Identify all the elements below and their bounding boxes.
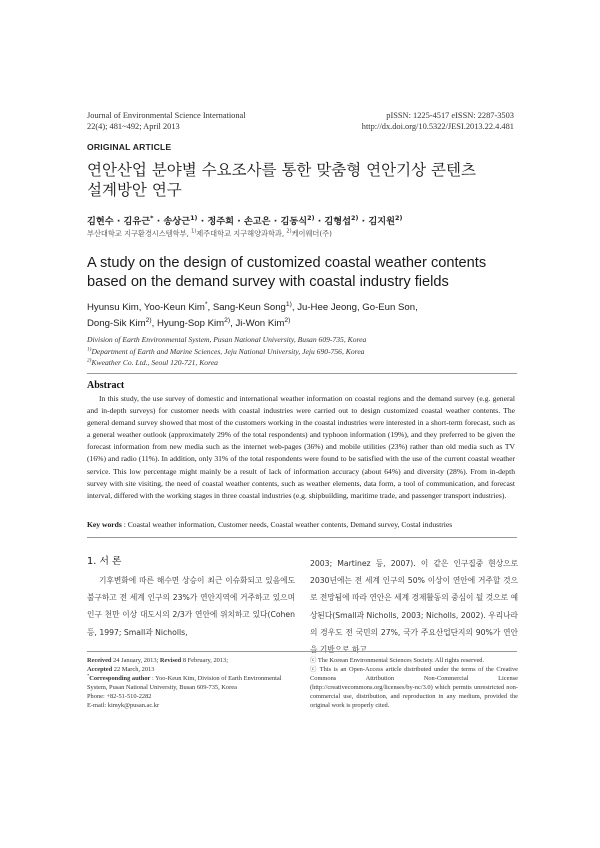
korean-authors bbox=[87, 213, 517, 227]
english-affiliation bbox=[87, 346, 517, 358]
affiliation-mark: 2) bbox=[87, 357, 92, 364]
author-name: 김형섭 bbox=[324, 216, 352, 227]
author-name: 송상근 bbox=[163, 216, 191, 227]
affiliation-mark: 1) bbox=[87, 345, 92, 352]
affiliation-mark: 1) bbox=[191, 228, 197, 235]
intro-left-column: 기후변화에 따른 해수면 상승이 최근 이슈화되고 있음에도 불구하고 전 세계 인구의 23%가 연안지역에 거주하고 있으며 인구 천만 이상 대도시의 2/3가 연안에 위치하고 있다(Cohen 등, 1997; Small과 Nicholls, bbox=[87, 576, 295, 637]
english-authors bbox=[87, 300, 517, 332]
accepted-line bbox=[87, 666, 295, 675]
footnote-left bbox=[87, 657, 295, 710]
korean-affiliations bbox=[87, 229, 517, 239]
affiliation-text: Kweather Co. Ltd., Seoul 120-721, Korea bbox=[91, 358, 218, 367]
author-mark: 1) bbox=[285, 300, 292, 308]
corr-text: : Yoo-Keun Kim, Division of Earth Environmental System, Pusan National University, Busan 609-735, Korea bbox=[87, 674, 282, 691]
copyright: ⓒ The Korean Environmental Sciences Society. All rights reserved. bbox=[310, 657, 485, 664]
accepted-date: 22 March, 2013 bbox=[112, 665, 155, 673]
author-name: 김동식 bbox=[280, 216, 308, 227]
affiliation-text: Department of Earth and Marine Sciences, Jeju National University, Jeju 690-756, Korea bbox=[91, 346, 365, 356]
korean-title bbox=[87, 160, 517, 200]
footnote-divider bbox=[87, 651, 517, 652]
author-mark: * bbox=[204, 300, 208, 308]
email[interactable]: E-mail: kimyk@pusan.ac.kr bbox=[87, 701, 160, 709]
korean-title-line: 설계방안 연구 bbox=[87, 181, 182, 199]
author-name: Yoo-Keun Kim bbox=[143, 302, 205, 313]
author-name: , Ji-Won Kim bbox=[230, 318, 285, 329]
received-date: 24 January, 2013; bbox=[111, 657, 160, 664]
author-separator: · bbox=[197, 216, 208, 227]
divider bbox=[87, 537, 517, 538]
divider bbox=[87, 373, 517, 374]
english-authors-line bbox=[87, 300, 517, 316]
author-separator: · bbox=[113, 216, 124, 227]
issn-header bbox=[362, 110, 514, 132]
author-name: Hyunsu Kim, bbox=[87, 302, 144, 313]
author-name: 김현수 bbox=[87, 216, 114, 227]
keywords-text: : Coastal weather information, Customer needs, Coastal weather contents, Demand survey, Costal industries bbox=[121, 520, 453, 529]
korean-title-line: 연안산업 분야별 수요조사를 통한 맞춤형 연안기상 콘텐츠 bbox=[87, 161, 476, 179]
article-type: ORIGINAL ARTICLE bbox=[87, 142, 172, 152]
author-mark: 2) bbox=[145, 316, 152, 324]
author-separator: · bbox=[234, 216, 244, 227]
korean-affiliation: 제주대학교 지구해양과학과, bbox=[196, 229, 287, 238]
revised-date: 8 February, 2013; bbox=[181, 657, 229, 664]
english-title-line: A study on the design of customized coastal weather contents bbox=[87, 255, 487, 271]
english-title bbox=[87, 254, 517, 291]
corresponding-author bbox=[87, 672, 295, 693]
author-name: , Sang-Keun Song bbox=[207, 302, 286, 313]
doi-link[interactable]: http://dx.doi.org/10.5322/JESI.2013.22.4.481 bbox=[361, 122, 514, 131]
author-name: 김지원 bbox=[368, 216, 395, 227]
abstract-body: In this study, the use survey of domestic and international weather information on coastal regions and the demand survey (e.g. general and in-depth surveys) for customer needs with coastal industries were carried out to design customized coastal weather contents. The general demand survey showed that most of the customers working in the coastal industries were interested in a short-term forecast, such as a general weather outlook (approximately 29% of the total respondents) and typhoon information (19%), and they preferred to be given the forecast information from new media such as the internet web-pages (36%) and mobile utilities (23%) rather than old media such as TV (16%) and radio (11%). In addition, only 31% of the total respondents were found to be satisfied with the use of the current coastal weather service. This low percentage might mainly be a result of lack of information accuracy (about 64%) and diversity (28%). From in-depth survey with site visiting, the need of coastal weather contents, such as weather elements, data form, a tool of communication, and forecast interval, differed with the working stages in three coastal industries (e.g. shipbuilding, maritime trade, and passenger transport industries). bbox=[87, 394, 515, 500]
author-name: Dong-Sik Kim bbox=[87, 318, 146, 329]
author-mark: 2) bbox=[307, 213, 315, 222]
accepted-label: Accepted bbox=[87, 665, 113, 673]
issn: pISSN: 1225-4517 eISSN: 2287-3503 bbox=[386, 111, 514, 120]
keywords-label: Key words bbox=[87, 520, 122, 529]
author-name: 정주희 bbox=[207, 216, 235, 227]
author-mark: * bbox=[150, 213, 154, 222]
author-mark: 2) bbox=[351, 213, 359, 222]
journal-name: Journal of Environmental Science International bbox=[87, 111, 246, 120]
affiliation-mark: 2) bbox=[286, 228, 292, 235]
phone: Phone: +82-51-510-2282 bbox=[87, 692, 152, 700]
journal-header bbox=[87, 110, 246, 132]
author-name: , Ju-Hee Jeong, Go-Eun Son, bbox=[291, 302, 418, 313]
received-line bbox=[87, 657, 295, 666]
korean-affiliation: 케이웨더(주) bbox=[291, 229, 332, 238]
license: ⓒ This is an Open-Access article distributed under the terms of the Creative Commons Attribution Non-Commercial License (http://creativecommons.org/licenses/by-nc/3.0) which permits unrestricted non-commercial use, distribution, and reproduction in any medium, provided the original work is properly cited. bbox=[310, 665, 518, 709]
keywords bbox=[87, 520, 517, 529]
author-mark: 1) bbox=[190, 213, 198, 222]
section-heading: 1. 서 론 bbox=[87, 556, 122, 567]
revised-label: Revised bbox=[159, 657, 182, 664]
author-separator: · bbox=[314, 216, 325, 227]
english-title-line: based on the demand survey with coastal industry fields bbox=[87, 273, 449, 290]
author-name: , Hyung-Sop Kim bbox=[151, 318, 225, 329]
english-authors-line bbox=[87, 316, 517, 332]
footnote-right bbox=[310, 657, 518, 710]
english-affiliation bbox=[87, 357, 517, 369]
affiliation-text: Division of Earth Environmental System, Pusan National University, Busan 609-735, Korea bbox=[87, 335, 367, 344]
corr-label: Corresponding author bbox=[89, 674, 151, 682]
english-affiliation bbox=[87, 334, 517, 346]
intro-right-column: 2003; Martinez 등, 2007). 이 같은 인구집중 현상으로 2030년에는 전 세계 인구의 50% 이상이 연안에 거주할 것으로 전망됨에 따라 연안은 세계 경제활동의 중심이 될 것으로 예상된다(Small과 Nicholls, 2003; Nicholls, 2002). 우리나라의 경우도 전 국민의 27%, 국가 주요산업단지의 90%가 연안을 기반으로 하고 bbox=[310, 559, 518, 655]
author-separator: · bbox=[358, 216, 369, 227]
author-mark: 2) bbox=[395, 213, 403, 222]
corr-mark: * bbox=[87, 672, 90, 678]
received-label: Received bbox=[87, 657, 112, 664]
author-name: 손고은 bbox=[243, 216, 271, 227]
author-name: 김유근 bbox=[123, 216, 151, 227]
author-separator: · bbox=[153, 216, 164, 227]
author-mark: 2) bbox=[284, 316, 291, 324]
korean-affiliation: 부산대학교 지구환경시스템학부, bbox=[87, 229, 192, 238]
author-separator: · bbox=[270, 216, 281, 227]
english-affiliations bbox=[87, 334, 517, 369]
abstract-heading: Abstract bbox=[87, 380, 125, 391]
author-mark: 2) bbox=[224, 316, 231, 324]
volume-line: 22(4); 481~492; April 2013 bbox=[87, 122, 180, 131]
